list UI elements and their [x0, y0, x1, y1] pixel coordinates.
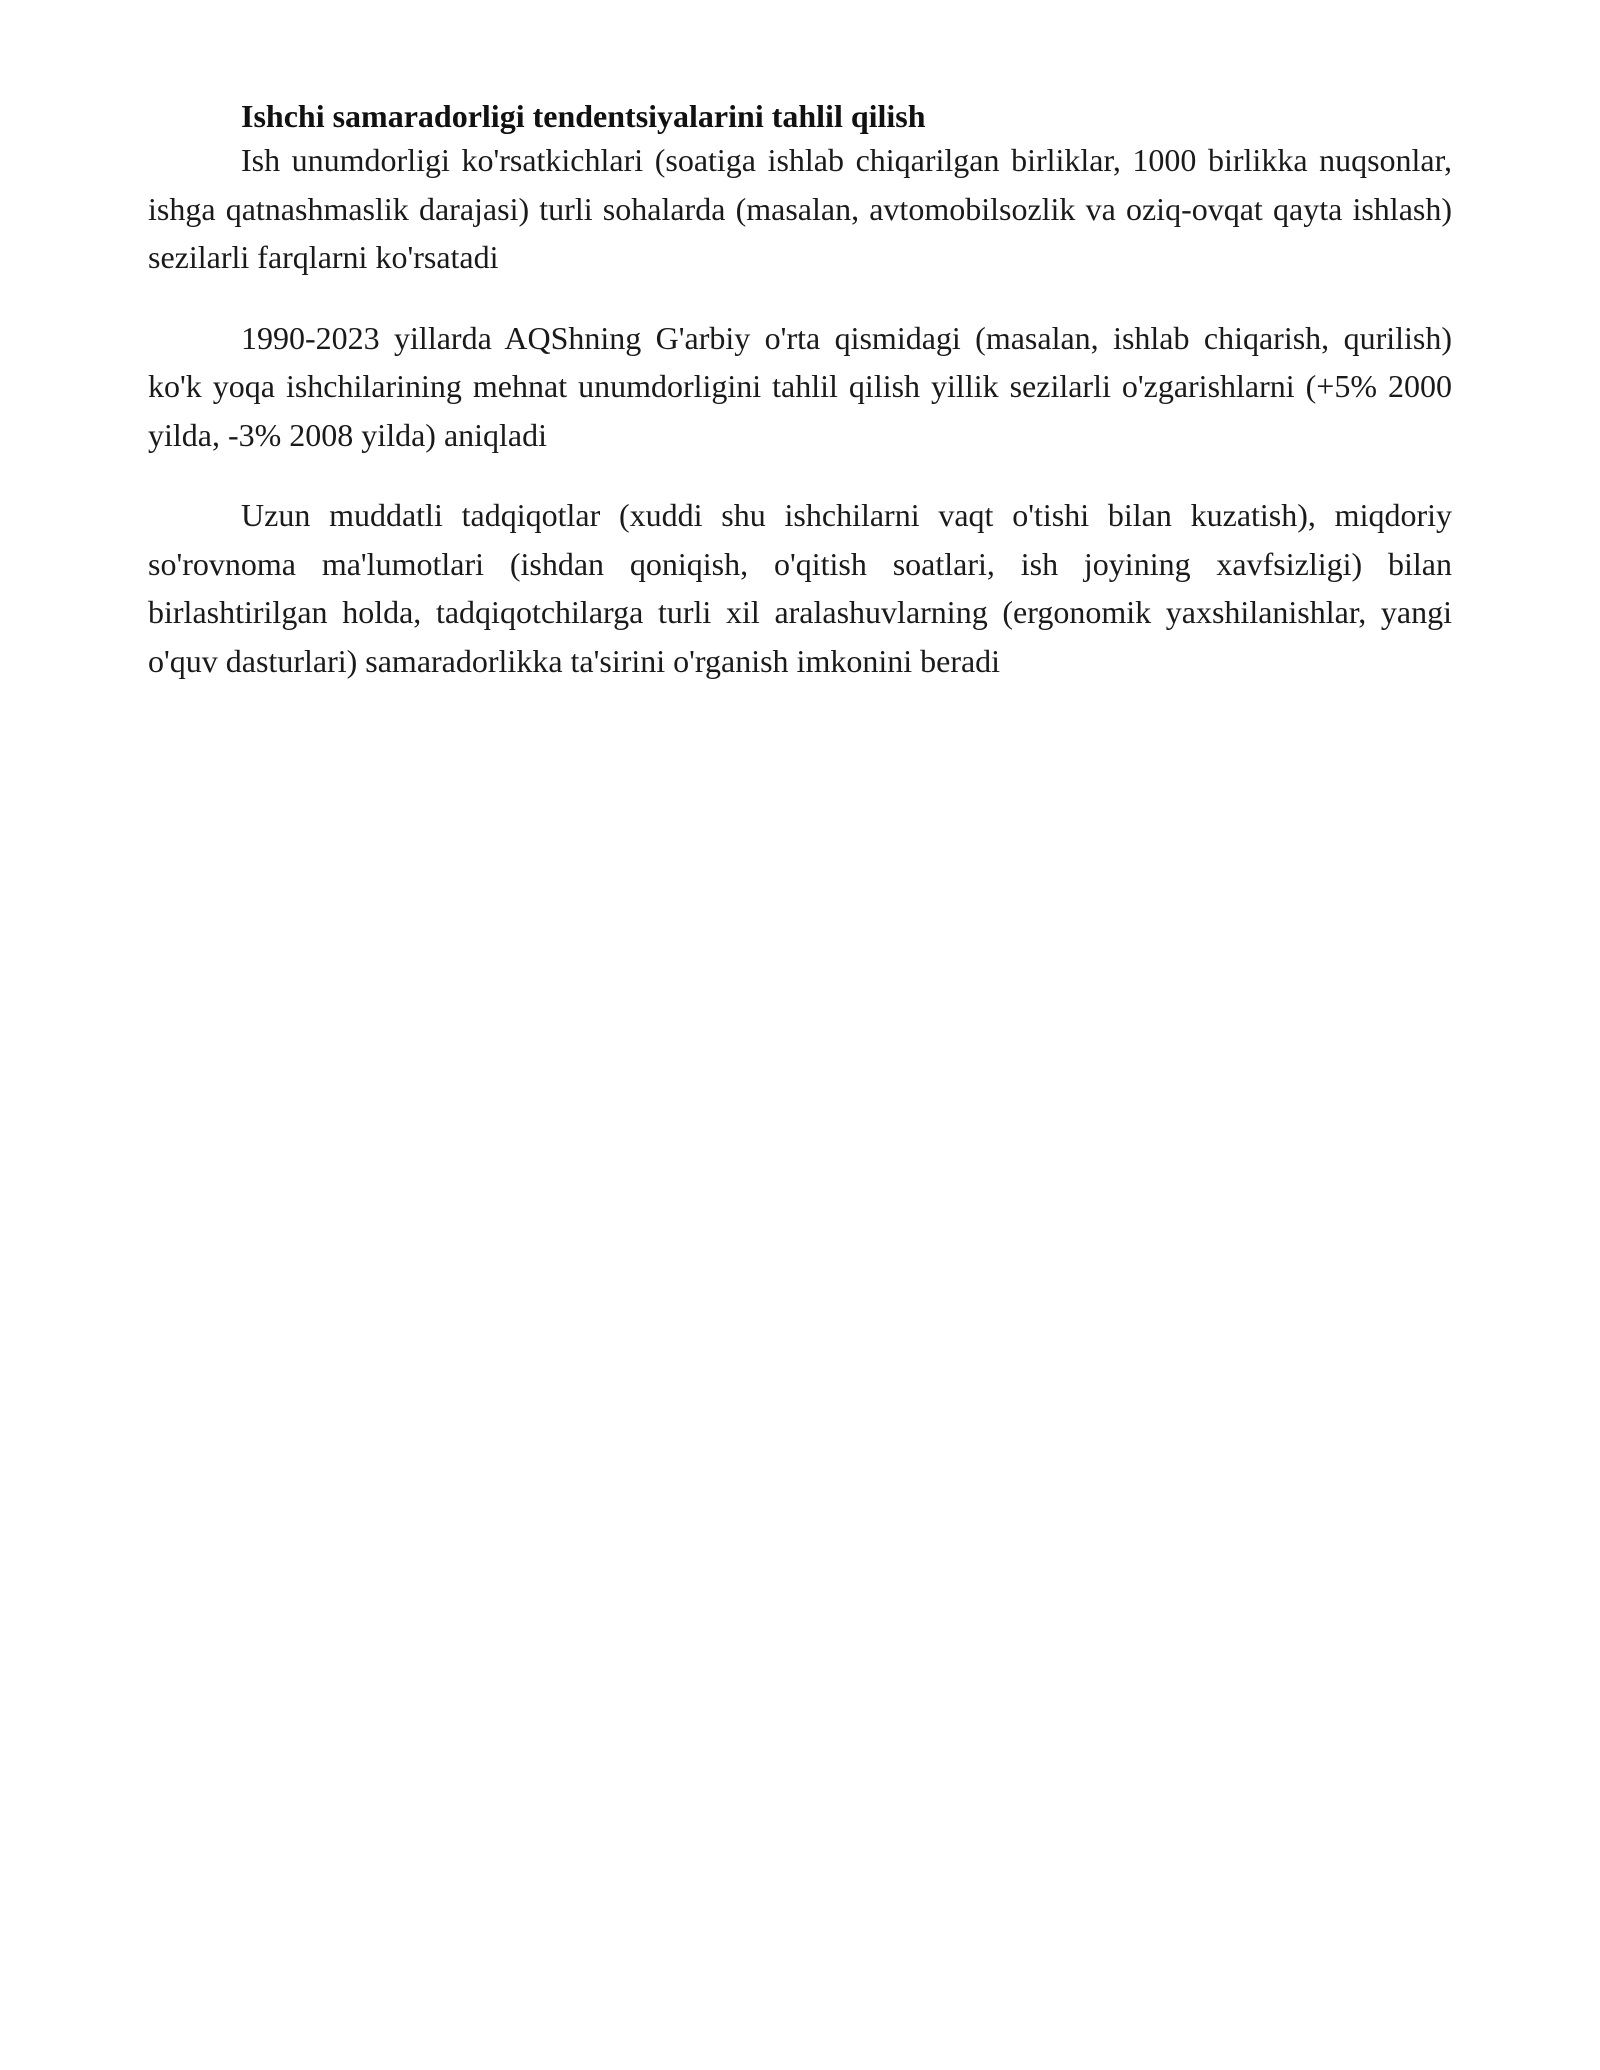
paragraph-midwest-analysis: 1990-2023 yillarda AQShning G'arbiy o'rta qismidagi (masalan, ishlab chiqarish, qurilish) ko'k yoqa ishchilarining mehnat unumdorligini tahlil qilish yillik sezilarli o'zgarishlarni (+5% 2000 yilda, -3% 2008 yilda) aniqladi [148, 319, 1452, 453]
document-title: Ishchi samaradorligi tendentsiyalarini tahlil qilish [241, 98, 926, 134]
paragraph-longitudinal-studies: Uzun muddatli tadqiqotlar (xuddi shu ishchilarni vaqt o'tishi bilan kuzatish), miqdoriy so'rovnoma ma'lumotlari (ishdan qoniqish, o'qitish soatlari, ish joyining xavfsizligi) bilan birlashtirilgan holda, tadqiqotchilarga turli xil aralashuvlarning (ergonomik yaxshilanishlar, yangi o'quv dasturlari) samaradorlikka ta'sirini o'rganish imkonini beradi [148, 497, 1452, 679]
document-page [148, 96, 1452, 685]
paragraph-productivity-indicators: Ish unumdorligi ko'rsatkichlari (soatiga ishlab chiqarilgan birliklar, 1000 birlikka nuqsonlar, ishga qatnashmaslik darajasi) turli sohalarda (masalan, avtomobilsozlik va oziq-ovqat qayta ishlash) sezilarli farqlarni ko'rsatadi [148, 142, 1452, 275]
